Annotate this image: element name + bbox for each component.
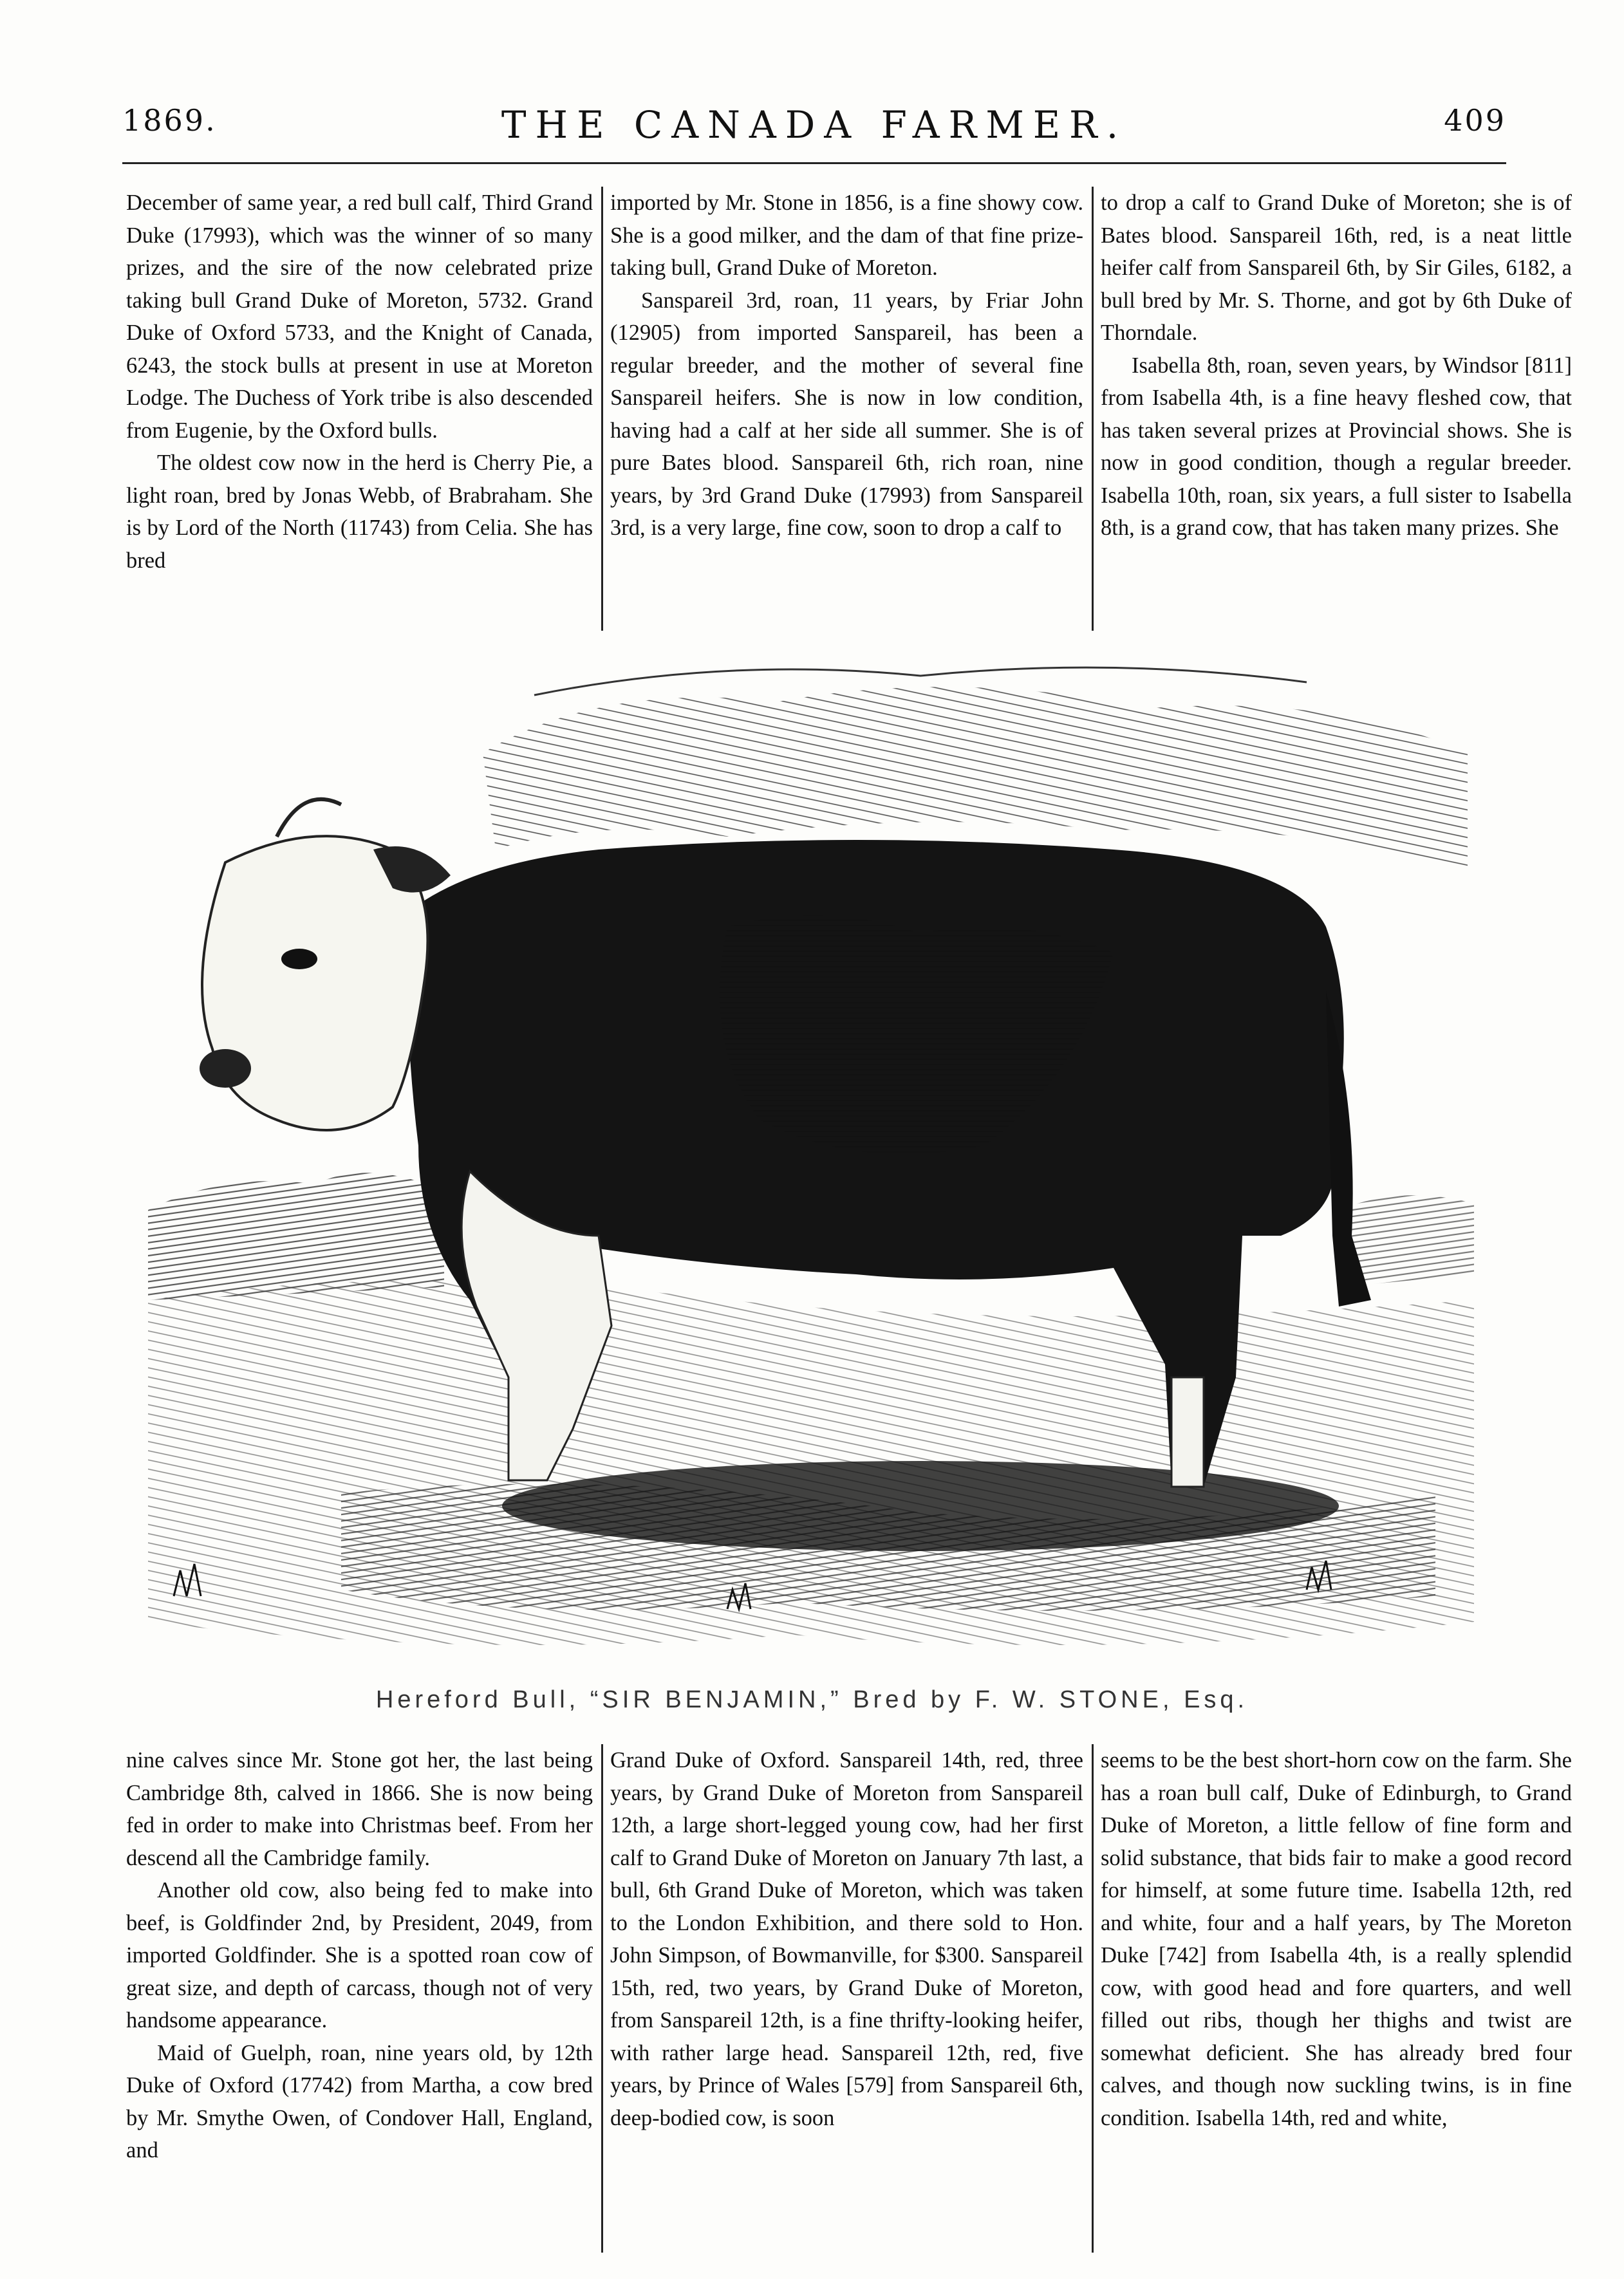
- bull-illustration: [148, 656, 1532, 1680]
- hereford-bull-engraving: [148, 656, 1532, 1680]
- upper-column-1: [126, 187, 593, 631]
- masthead-title: THE CANADA FARMER.: [501, 103, 1128, 147]
- paragraph: Another old cow, also being fed to make into beef, is Goldfinder 2nd, by President, 2049, from imported Goldfinder. She is a spotted roan cow of great size, and depth of carcass, though not of very handsome appearance.: [126, 1878, 593, 2032]
- upper-column-3: [1101, 187, 1572, 631]
- lower-column-2: [610, 1744, 1083, 2253]
- paragraph: December of same year, a red bull calf, Third Grand Duke (17993), which was the winner of so many prizes, and the sire of the now celebrated prize taking bull Grand Duke of Moreton, 5732. Grand Duke of Oxford 5733, and the Knight of Canada, 6243, the stock bulls at present in use at Moreton Lodge. The Duchess of York tribe is also descended from Eugenie, by the Oxford bulls.: [126, 191, 593, 443]
- lower-column-3: [1101, 1744, 1572, 2253]
- column-divider: [601, 187, 603, 631]
- column-divider: [601, 1744, 603, 2253]
- upper-column-2: [610, 187, 1083, 631]
- lower-column-1: [126, 1744, 593, 2253]
- header-year: 1869.: [122, 103, 217, 138]
- paragraph: imported by Mr. Stone in 1856, is a fine showy cow. She is a good milker, and the dam of that fine prize-taking bull, Grand Duke of Moreton.: [610, 191, 1083, 280]
- column-divider: [1092, 1744, 1094, 2253]
- paragraph: to drop a calf to Grand Duke of Moreton; she is of Bates blood. Sanspareil 16th, red, is a neat little heifer calf from Sanspareil 6th, by Sir Giles, 6182, a bull bred by Mr. S. Thorne, and got by 6th Duke of Thorndale.: [1101, 191, 1572, 345]
- paragraph: Maid of Guelph, roan, nine years old, by 12th Duke of Oxford (17742) from Martha, a cow bred by Mr. Smythe Owen, of Condover Hall, England, and: [126, 2040, 593, 2163]
- paragraph: nine calves since Mr. Stone got her, the last being Cambridge 8th, calved in 1866. She is now being fed in order to make into Christmas beef. From her descend all the Cambridge family.: [126, 1748, 593, 1870]
- page-header: [122, 103, 1506, 154]
- header-rule: [122, 162, 1506, 164]
- column-divider: [1092, 187, 1094, 631]
- paragraph: Sanspareil 3rd, roan, 11 years, by Friar John (12905) from imported Sanspareil, has been a regular breeder, and the mother of several fine Sanspareil heifers. She is now in low condition, having had a calf at her side all summer. She is of pure Bates blood. Sanspareil 6th, rich roan, nine years, by 3rd Grand Duke (17993) from Sanspareil 3rd, is a very large, fine cow, soon to drop a calf to: [610, 288, 1083, 540]
- paragraph: The oldest cow now in the herd is Cherry Pie, a light roan, bred by Jonas Webb, of Brabraham. She is by Lord of the North (11743) from Celia. She has bred: [126, 451, 593, 573]
- paragraph: seems to be the best short-horn cow on the farm. She has a roan bull calf, Duke of Edinburgh, to Grand Duke of Moreton, a little fellow of fine form and solid substance, that bids fair to make a good record for himself, at some future time. Isabella 12th, red and white, four and a half years, by The Moreton Duke [742] from Isabella 4th, is a really splendid cow, with good head and fore quarters, and well filled out ribs, though her thighs and twist are somewhat deficient. She has already bred four calves, and though now suckling twins, is in fine condition. Isabella 14th, red and white,: [1101, 1748, 1572, 2130]
- paragraph: Isabella 8th, roan, seven years, by Windsor [811] from Isabella 4th, is a fine heavy fleshed cow, that has taken several prizes at Provincial shows. She is now in good condition, though a regular breeder. Isabella 10th, roan, six years, a full sister to Isabella 8th, is a grand cow, that has taken many prizes. She: [1101, 353, 1572, 540]
- page-number: 409: [1444, 103, 1506, 138]
- figure-caption: Hereford Bull, “SIR BENJAMIN,” Bred by F. W. STONE, Esq.: [375, 1686, 1249, 1713]
- paragraph: Grand Duke of Oxford. Sanspareil 14th, red, three years, by Grand Duke of Moreton from Sanspareil 12th, a large short-legged young cow, had her first calf to Grand Duke of Moreton on January 7th last, a bull, 6th Grand Duke of Moreton, which was taken to the London Exhibition, and there sold to Hon. John Simpson, of Bowmanville, for $300. Sanspareil 15th, red, two years, by Grand Duke of Moreton, from Sanspareil 12th, is a fine thrifty-looking heifer, with rather large head. Sanspareil 12th, red, five years, by Prince of Wales [579] from Sanspareil 6th, deep-bodied cow, is soon: [610, 1748, 1083, 2130]
